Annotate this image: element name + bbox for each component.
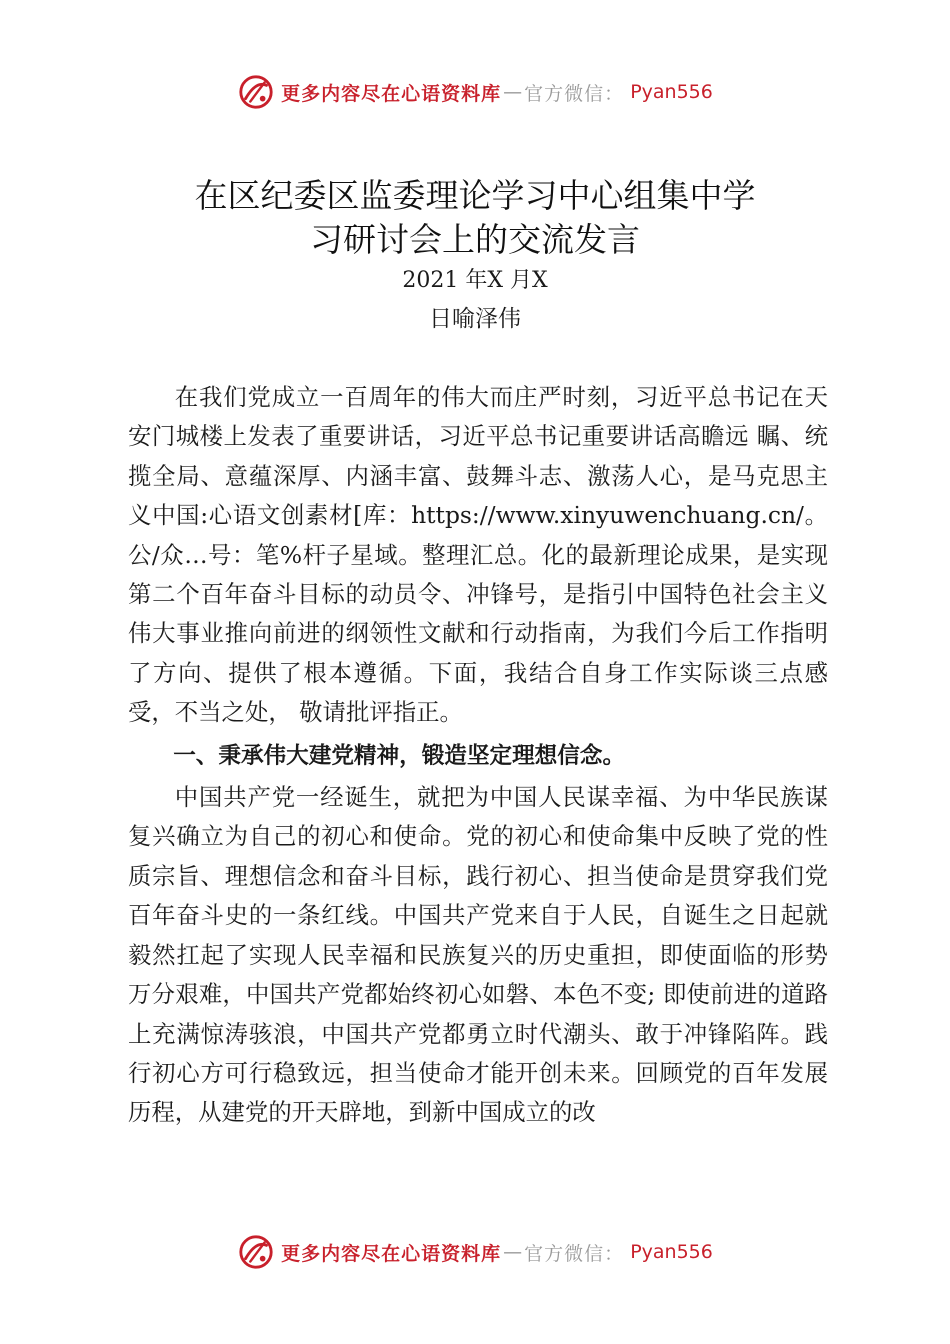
banner-wechat-id: Pyan556: [630, 81, 713, 103]
document-date: 2021 年X 月X: [402, 268, 548, 293]
body-paragraph: 在我们党成立一百周年的伟大而庄严时刻，习近平总书记在天安门城楼上发表了重要讲话，习近平总书记重要讲话高瞻远 瞩、统揽全局、意蕴深厚、内涵丰富、鼓舞斗志、激荡人心，是马克思主义中国:心语文创素材[库：https://www.xinyuwenchuang.cn/。公/众…号：笔%杆子星域。整理汇总。化的最新理论成果，是实现第二个百年奋斗目标的动员令、冲锋号，是指引中国特色社会主义伟大事业推向前进的纲领性文献和行动指南，为我们今后工作指明了方向、提供了根本遵循。下面，我结合自身工作实际谈三点感受，不当之处， 敬请批评指正。: [128, 383, 828, 727]
banner-wechat-label: 官方微信：: [524, 1242, 625, 1265]
banner-separator: —: [503, 81, 523, 103]
document-body: [128, 378, 828, 1133]
banner-slogan: 更多内容尽在心语资料库: [281, 1242, 502, 1265]
title-line-1: 在区纪委区监委理论学习中心组集中学: [194, 176, 756, 215]
library-logo-icon: [237, 1233, 275, 1271]
banner-separator: —: [503, 1241, 523, 1263]
body-paragraph: 中国共产党一经诞生，就把为中国人民谋幸福、为中华民族谋复兴确立为自己的初心和使命。党的初心和使命集中反映了党的性质宗旨、理想信念和奋斗目标，践行初心、担当使命是贯穿我们党百年奋斗史的一条红线。中国共产党来自于人民，自诞生之日起就毅然扛起了实现人民幸福和民族复兴的历史重担，即使面临的形势万分艰难，中国共产党都始终初心如磐、本色不变; 即使前进的道路上充满惊涛骇浪，中国共产党都勇立时代潮头、敢于冲锋陷阵。践行初心方可行稳致远，担当使命才能开创未来。回顾党的百年发展历程，从建党的开天辟地，到新中国成立的改: [128, 783, 828, 1127]
banner-wechat-label: 官方微信：: [524, 82, 625, 105]
section-heading: 一、秉承伟大建党精神，锻造坚定理想信念。: [173, 742, 626, 769]
document-author: 日喻泽伟: [429, 306, 521, 332]
header-banner: [0, 72, 950, 112]
banner-slogan: 更多内容尽在心语资料库: [281, 82, 502, 105]
banner-wechat-id: Pyan556: [630, 1241, 713, 1263]
title-line-2: 习研讨会上的交流发言: [310, 220, 640, 259]
library-logo-icon: [237, 73, 275, 111]
document-title: [0, 174, 950, 262]
footer-banner: [0, 1232, 950, 1272]
